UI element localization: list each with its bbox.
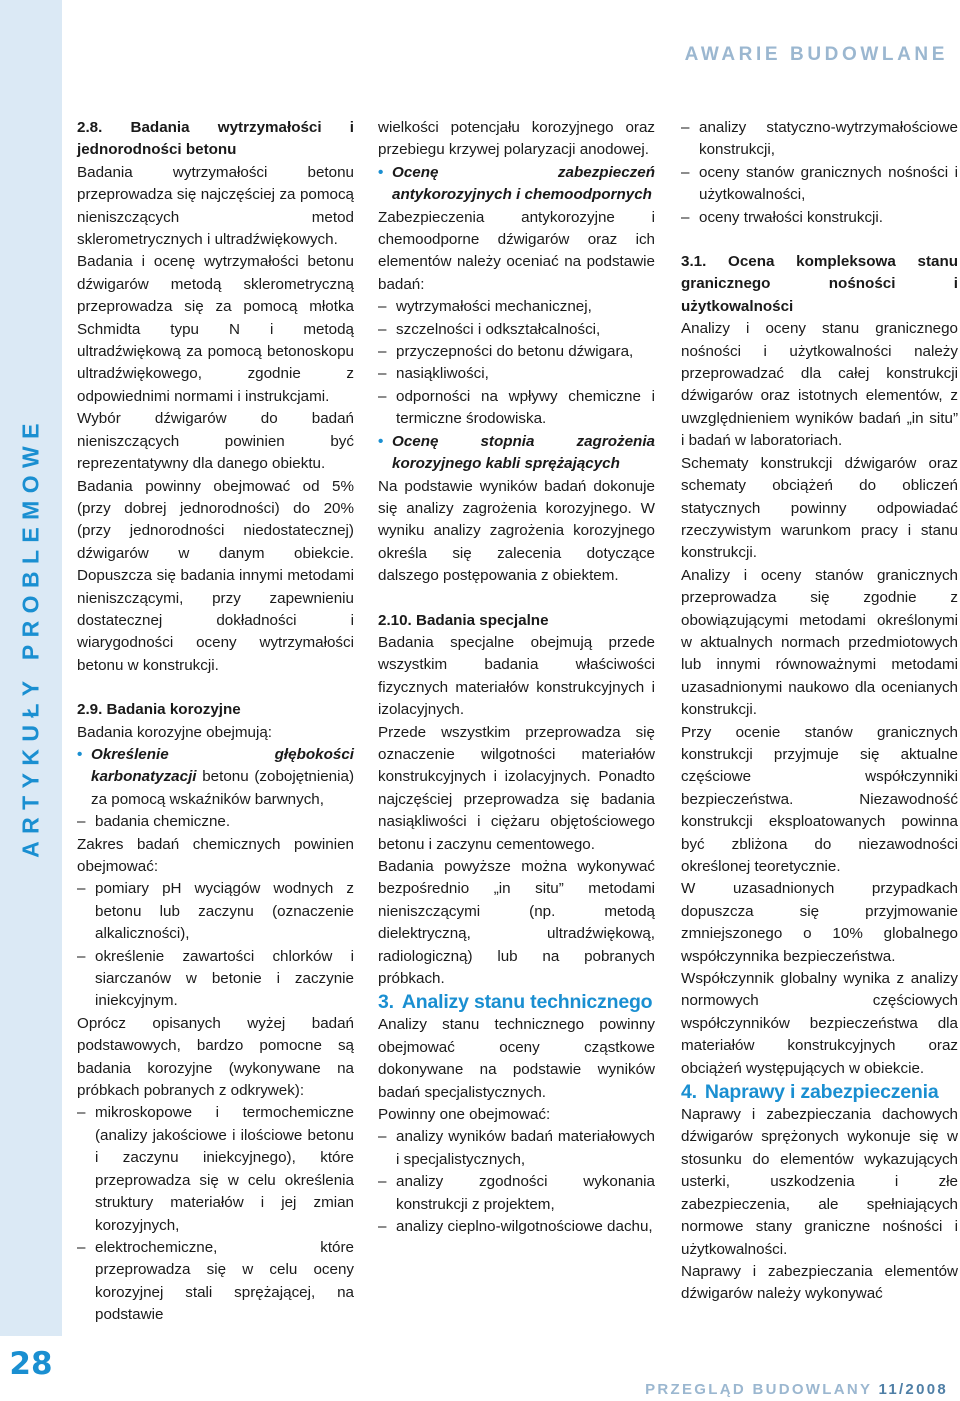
list-item: – szczelności i odkształcalności, [378,319,655,341]
list-item: – pomiary pH wyciągów wodnych z betonu lub zaczynu (oznaczenie alkaliczności), [77,878,354,945]
running-footer [645,1381,948,1398]
paragraph: W uzasadnionych przypadkach dopuszcza się przyjmowanie zmniejszonego o 10% globalnego współczynnika bezpieczeństwa. [681,880,958,965]
subsection-heading: 2.8. Badania wytrzymałości i jednorodności betonu [77,119,354,159]
bullet-item: • Określenie głębokości karbonatyzacji betonu (zobojętnienia) za pomocą wskaźników barwnych, [77,744,354,811]
journal-name: PRZEGLĄD BUDOWLANY [645,1381,873,1398]
section-label: ARTYKUŁY PROBLEMOWE [17,416,44,858]
bullet-item: • Ocenę stopnia zagrożenia korozyjnego kabli sprężających [378,431,655,476]
paragraph: Badania powyższe można wykonywać bezpośrednio „in situ” metodami nieniszczącymi (np. metodą dielektryczną, ultradźwiękową, radiologiczną) lub na pobranych próbkach. [378,858,655,988]
section-heading: 3. Analizy stanu technicznego [378,991,653,1014]
list-item: – przyczepności do betonu dźwigara, [378,341,655,363]
section-heading: 4. Naprawy i zabezpieczenia [681,1081,939,1104]
subsection-heading: 3.1. Ocena kompleksowa stanu granicznego nośności i użytkowalności [681,253,958,315]
paragraph: Zakres badań chemicznych powinien obejmować: [77,835,354,875]
list-item: – mikroskopowe i termochemiczne (analizy jakościowe i ilościowe betonu i zaczynu iniekcyjnego), które przeprowadza się w celu określenia struktury materiałów i jej zmian korozyjnych, [77,1102,354,1236]
list-item: – nasiąkliwości, [378,363,655,385]
text-column-2 [378,117,655,1239]
paragraph: Badania korozyjne obejmują: [77,723,273,741]
running-header: AWARIE BUDOWLANE [684,44,948,65]
issue-number: 11/2008 [878,1381,948,1398]
subsection-heading: 2.10. Badania specjalne [378,611,549,629]
list-item: – wytrzymałości mechanicznej, [378,296,655,318]
list-item: – odporności na wpływy chemiczne i termiczne środowiska. [378,386,655,431]
list-item: – określenie zawartości chlorków i siarczanów w betonie i zaczynie iniekcyjnym. [77,946,354,1013]
paragraph: Wybór dźwigarów do badań nieniszczących powinien być reprezentatywny dla danego obiektu. [77,410,354,473]
paragraph: Naprawy i zabezpieczania elementów dźwigarów należy wykonywać [681,1262,958,1303]
subsection-heading: 2.9. Badania korozyjne [77,701,241,719]
paragraph: Oprócz opisanych wyżej badań podstawowych, bardzo pomocne są badania korozyjne (wykonywane na próbkach pobranych z odkrywek): [77,1014,354,1100]
paragraph: Analizy i oceny stanów granicznych przeprowadza się zgodnie z obowiązującymi metodami określonymi w aktualnych normach przedmiotowych lub innymi równoważnymi metodami uzasadnionymi naukowo dla ocenianych konstrukcji. [681,566,958,719]
paragraph: Analizy i oceny stanu granicznego nośności i użytkowalności należy przeprowadzać dla całej konstrukcji dźwigarów oraz istotnych elementów, z uwzględnieniem wyników badań „in situ” i badań w laboratoriach. [681,320,958,450]
paragraph: Badania wytrzymałości betonu przeprowadza się najczęściej za pomocą nieniszczących metod sklerometrycznych i ultradźwiękowych. [77,163,354,249]
paragraph: Schematy konstrukcji dźwigarów oraz schematy obciążeń do obliczeń statycznych powinny odpowiadać rzeczywistym warunkom pracy i stanu konstrukcji. [681,454,958,562]
text-column-3 [681,117,958,1306]
paragraph: Przy ocenie stanów granicznych konstrukcji przyjmuje się aktualne częściowe współczynniki bezpieczeństwa. Niezawodność konstrukcji eksploatowanych powinna być zbliżona do niezawodności określonej teoretycznie. [681,723,958,875]
paragraph: Współczynnik globalny wynika z analizy normowych częściowych współczynników bezpieczeństwa dla materiałów konstrukcyjnych oraz obciążeń występujących w obiekcie. [681,970,958,1077]
paragraph: Naprawy i zabezpieczania dachowych dźwigarów sprężonych wykonuje się w stosunku do elementów wykazujących usterki, uszkodzenia i złe zabezpieczenia, ale spełniających normowe stany graniczne nośności i użytkowalności. [681,1106,958,1258]
paragraph: Analizy stanu technicznego powinny obejmować oceny cząstkowe dokonywane na podstawie wyników badań specjalistycznych. [378,1016,655,1101]
page-number: 28 [9,1346,53,1382]
paragraph: Badania i ocenę wytrzymałości betonu dźwigarów metodą sklerometryczną przeprowadza się za pomocą młotka Schmidta typu N i metodą ultradźwiękową za pomocą betonoskopu ultradźwiękowego, zgodnie z odpowiednimi normami i instrukcjami. [77,253,354,405]
list-item: – analizy wyników badań materiałowych i specjalistycznych, [378,1126,655,1171]
paragraph: Przede wszystkim przeprowadza się oznaczenie wilgotności materiałów konstrukcyjnych i izolacyjnych. Ponadto najczęściej przeprowadza się badania nasiąkliwości i ciężaru objętościowego betonu i zaczynu cementowego. [378,723,655,853]
list-item: – analizy statyczno-wytrzymałościowe konstrukcji, [681,117,958,162]
paragraph: Zabezpieczenia antykorozyjne i chemoodporne dźwigarów oraz ich elementów należy oceniać na podstawie badań: [378,208,655,293]
paragraph: Powinny one obejmować: [378,1106,551,1124]
list-item: – oceny trwałości konstrukcji. [681,207,958,229]
list-item: – analizy cieplno-wilgotnościowe dachu, [378,1216,655,1238]
bullet-item: • Ocenę zabezpieczeń antykorozyjnych i chemoodpornych [378,162,655,207]
paragraph: Na podstawie wyników badań dokonuje się analizy zagrożenia korozyjnego. W wyniku analizy zagrożenia korozyjnego określa się zalecenia dotyczące dalszego postępowania z obiektem. [378,477,655,585]
list-item: – oceny stanów granicznych nośności i użytkowalności, [681,162,958,207]
list-item: – badania chemiczne. [77,811,354,833]
list-item: – analizy zgodności wykonania konstrukcji z projektem, [378,1171,655,1216]
paragraph: wielkości potencjału korozyjnego oraz przebiegu krzywej polaryzacji anodowej. [378,119,655,159]
text-column-1 [77,117,354,1327]
paragraph: Badania powinny obejmować od 5% (przy dobrej jednorodności) do 20% (przy jednorodności niedostatecznej) dźwigarów w danym obiekcie. Dopuszcza się badania innymi metodami nieniszczącymi, przy zapewnieniu dostatecznej dokładności i wiarygodności oceny wytrzymałości betonu w konstrukcji. [77,477,354,674]
paragraph: Badania specjalne obejmują przede wszystkim badania właściwości fizycznych materiałów konstrukcyjnych i izolacyjnych. [378,633,655,719]
list-item: – elektrochemiczne, które przeprowadza się w celu oceny korozyjnej stali sprężającej, na podstawie [77,1237,354,1327]
